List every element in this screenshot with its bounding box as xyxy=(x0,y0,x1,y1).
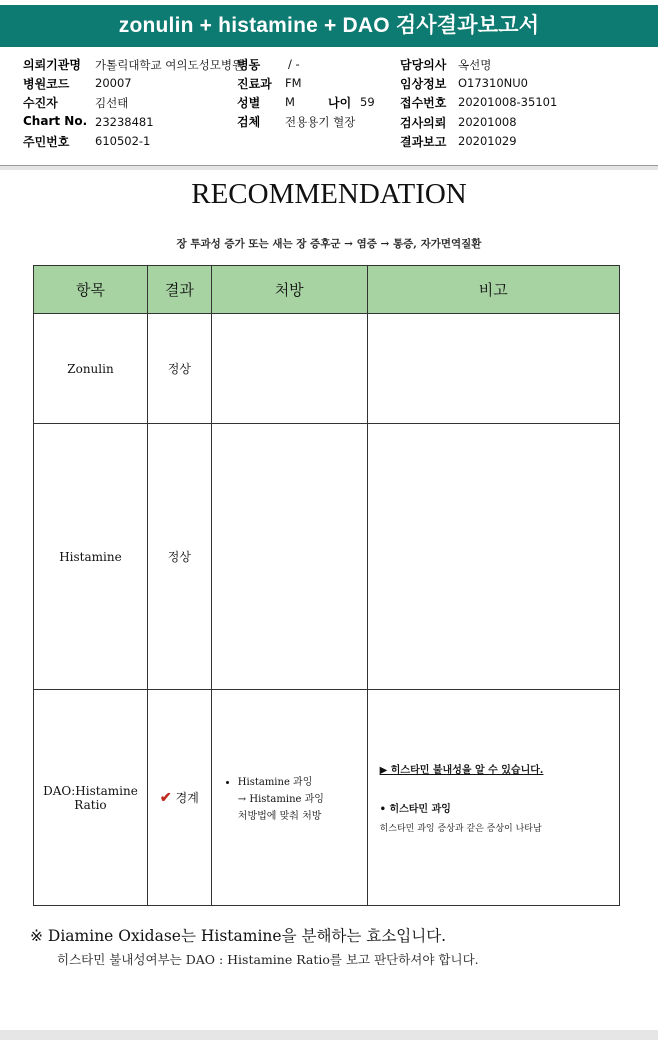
table-row xyxy=(34,690,620,906)
prescription-cell xyxy=(211,424,367,690)
patient-label: 수진자 xyxy=(23,96,58,110)
id-value: 610502-1 xyxy=(95,134,151,148)
report-title: zonulin + histamine + DAO 검사결과보고서 xyxy=(0,5,658,47)
age-label: 나이 xyxy=(328,96,352,110)
patient-info-panel xyxy=(0,47,658,166)
ward-value: / - xyxy=(288,57,300,71)
specimen-value: 전용용기 혈장 xyxy=(285,115,356,129)
table-row xyxy=(34,314,620,424)
sex-value: M xyxy=(285,95,295,109)
ward-label: 병동 xyxy=(237,58,261,72)
header-remarks: 비고 xyxy=(367,266,619,314)
table-row xyxy=(34,424,620,690)
report-label: 결과보고 xyxy=(400,135,447,149)
recommendation-subtitle: 장 투과성 증가 또는 새는 장 증후군 → 염증 → 통증, 자가면역질환 xyxy=(176,238,482,250)
doctor-label: 담당의사 xyxy=(400,58,447,72)
remark-description: 히스타민 과잉 증상과 같은 증상이 나타남 xyxy=(379,824,542,834)
footer-note-detail: 히스타민 불내성여부는 DAO : Histamine Ratio를 보고 판단하셔야 합니다. xyxy=(57,952,479,967)
header-item: 항목 xyxy=(34,266,148,314)
dept-value: FM xyxy=(285,76,302,90)
code-value: 20007 xyxy=(95,76,132,90)
result-value: 경계 xyxy=(175,791,199,805)
divider-strip xyxy=(0,166,658,170)
prescription-cell xyxy=(211,690,367,906)
table-header-row xyxy=(34,266,620,314)
recommendation-title: RECOMMENDATION xyxy=(191,178,467,210)
result-cell: 정상 xyxy=(147,424,211,690)
bottom-strip xyxy=(0,1030,658,1040)
chart-label: Chart No. xyxy=(23,114,88,128)
prescription-line: 처방법에 맞춰 처방 xyxy=(237,811,322,822)
remark-warning: ▶ 히스타민 불내성을 알 수 있습니다. xyxy=(379,765,544,776)
patient-value: 김선태 xyxy=(95,96,129,110)
specimen-label: 검체 xyxy=(237,115,261,129)
request-value: 20201008 xyxy=(458,115,517,129)
result-cell xyxy=(147,690,211,906)
result-cell: 정상 xyxy=(147,314,211,424)
item-line: DAO:Histamine xyxy=(43,783,138,798)
receipt-value: 20201008-35101 xyxy=(458,95,558,109)
prescription-line: → Histamine 과잉 xyxy=(237,794,324,805)
id-label: 주민번호 xyxy=(23,135,70,149)
age-value: 59 xyxy=(360,95,375,109)
remarks-cell xyxy=(367,314,619,424)
remark-title: • 히스타민 과잉 xyxy=(379,804,451,815)
request-label: 검사의뢰 xyxy=(400,116,447,130)
doctor-value: 옥선명 xyxy=(458,58,492,72)
item-cell: Histamine xyxy=(34,424,148,690)
clinical-value: O17310NU0 xyxy=(458,76,528,90)
chart-value: 23238481 xyxy=(95,115,154,129)
item-cell xyxy=(34,690,148,906)
item-cell: Zonulin xyxy=(34,314,148,424)
code-label: 병원코드 xyxy=(23,77,70,91)
dept-label: 진료과 xyxy=(237,77,272,91)
hospital-label: 의뢰기관명 xyxy=(23,58,81,72)
clinical-label: 임상정보 xyxy=(400,77,447,91)
header-prescription: 처방 xyxy=(211,266,367,314)
receipt-label: 접수번호 xyxy=(400,96,447,110)
footer-note: ※ Diamine Oxidase는 Histamine을 분해하는 효소입니다. xyxy=(30,927,447,945)
recommendation-table xyxy=(33,265,620,906)
checkmark-icon: ✔ xyxy=(159,790,172,806)
report-value: 20201029 xyxy=(458,134,517,148)
prescription-line: • Histamine 과잉 xyxy=(238,774,367,791)
hospital-value: 가톨릭대학교 여의도성모병원 xyxy=(95,58,244,72)
sex-label: 성별 xyxy=(237,96,261,110)
prescription-cell xyxy=(211,314,367,424)
remarks-cell xyxy=(367,690,619,906)
remarks-cell xyxy=(367,424,619,690)
header-result: 결과 xyxy=(147,266,211,314)
item-line: Ratio xyxy=(74,797,107,812)
